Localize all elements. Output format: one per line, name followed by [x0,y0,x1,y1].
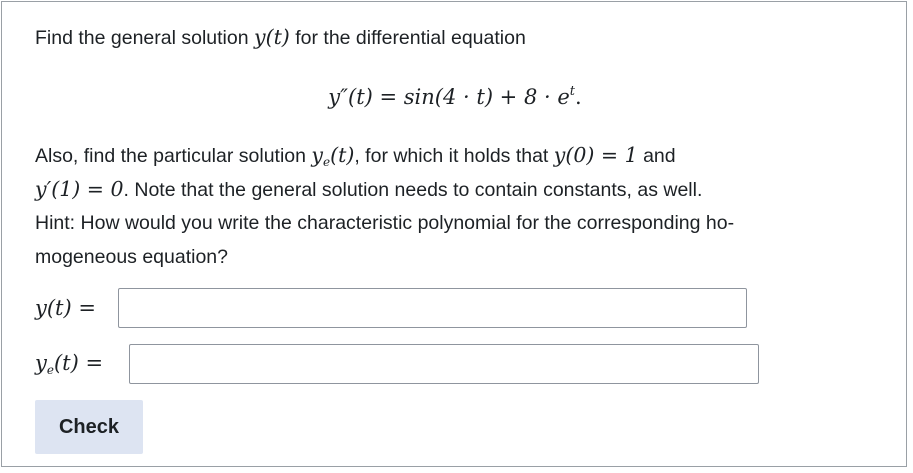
question-paragraph-line1 [35,140,676,171]
particular-solution-label [35,348,103,378]
ye-sub: e [323,155,331,169]
general-label-text: y(t) = [35,296,96,320]
intro-math: y(t) [253,25,290,49]
equation-end: . [575,85,582,109]
p3-text: . Note that the general solution needs to contain constants, as well. [123,179,703,201]
question-paragraph-line2 [35,174,702,205]
p2-text-c: and [643,145,676,167]
hint-line-1: Hint: How would you write the characteristic polynomial for the corresponding ho- [35,212,735,234]
intro-tail: for the differential equation [295,27,526,49]
ye-arg: (t) [330,143,355,167]
check-button[interactable]: Check [35,400,143,454]
particular-label-sub: e [46,363,54,377]
question-card [1,1,907,467]
differential-equation [2,80,908,114]
condition-2: y′(1) = 0 [35,177,124,201]
particular-solution-input[interactable] [129,344,759,384]
hint-line-2: mogeneous equation? [35,246,228,268]
particular-label-main: y [35,351,47,375]
p2-text-a: Also, find the particular solution [35,145,306,167]
ye-symbol [311,143,354,167]
p2-text-b: , for which it holds that [354,145,549,167]
general-solution-input[interactable] [118,288,747,328]
equation-lhs: y″(t) = sin(4 · t) + 8 · e [328,85,570,109]
general-solution-label [35,293,96,323]
equation-exponent: t [569,84,576,99]
particular-label-rest: (t) = [53,351,104,375]
ye-main: y [311,143,323,167]
question-intro [35,22,526,53]
condition-1: y(0) = 1 [553,143,638,167]
intro-text: Find the general solution [35,27,249,49]
